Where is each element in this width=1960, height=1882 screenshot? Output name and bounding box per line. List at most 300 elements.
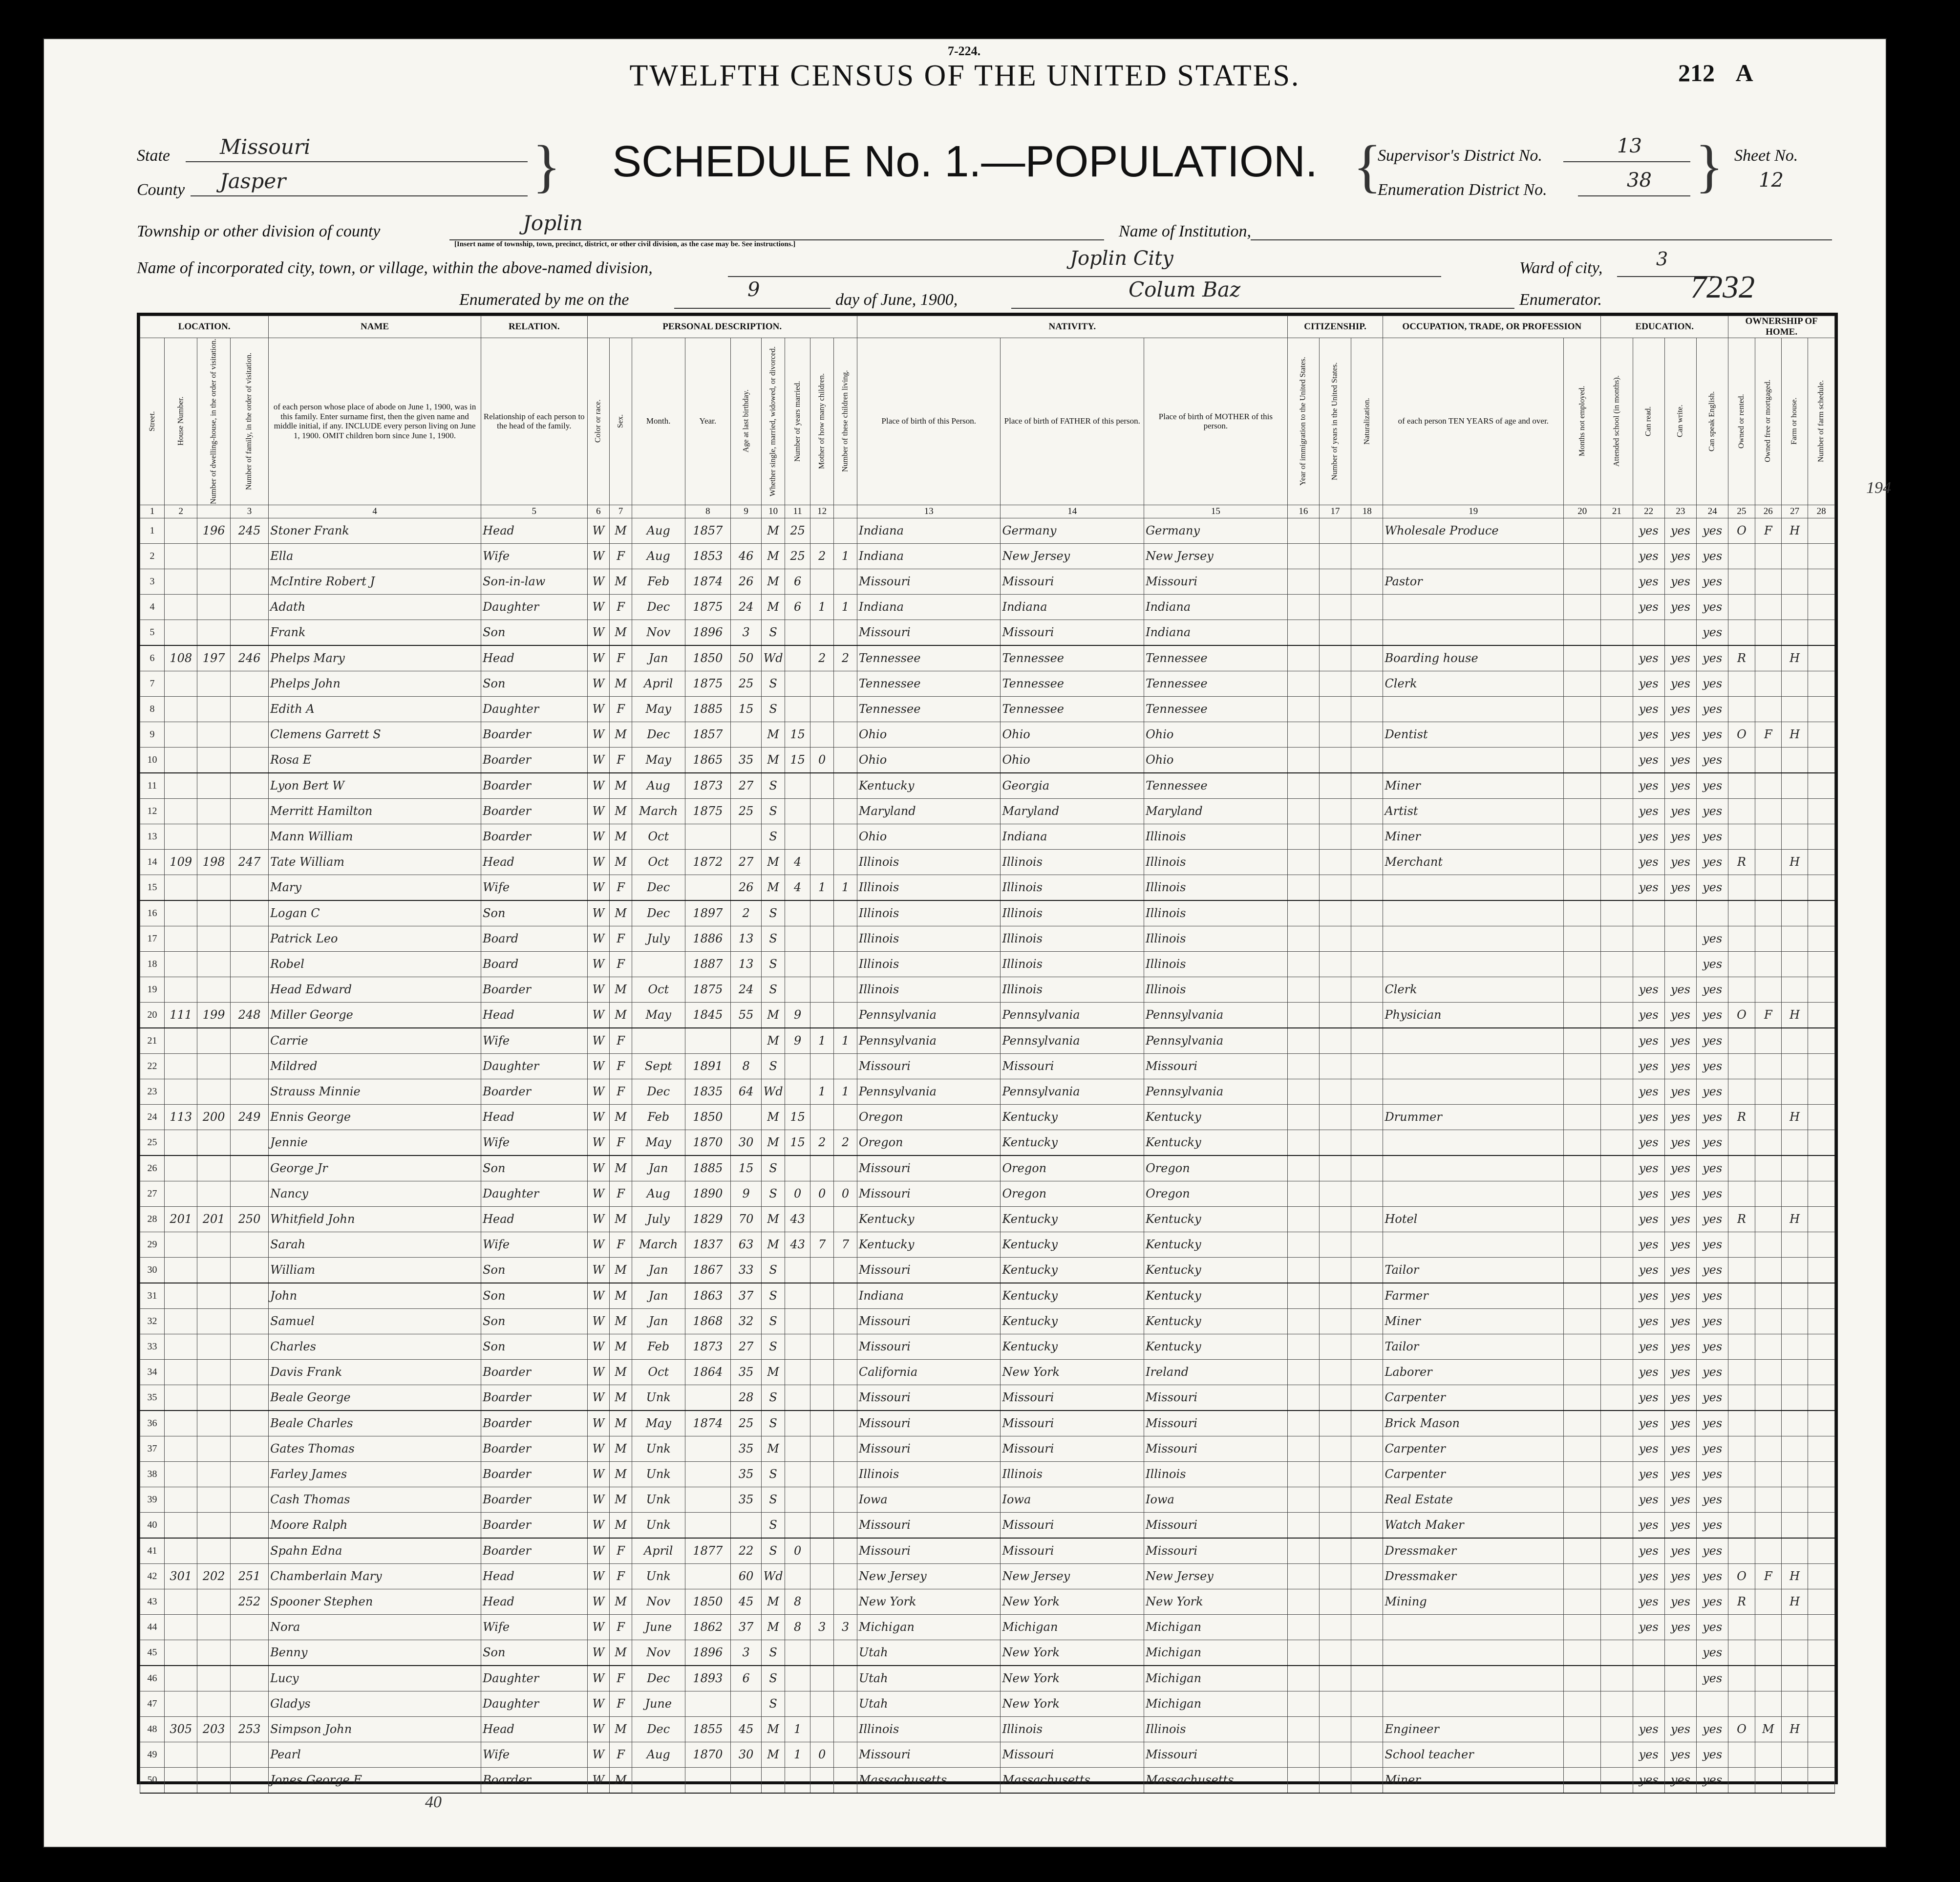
cell-color: W	[587, 977, 610, 1002]
cell-street: 23	[140, 1079, 165, 1104]
cell-house	[165, 900, 197, 926]
cell-yrs	[1319, 1283, 1351, 1309]
sheet-mark	[1678, 59, 1753, 87]
cell-nat	[1351, 1283, 1383, 1309]
cell-color: W	[587, 594, 610, 620]
cell-school	[1601, 1563, 1633, 1589]
cell-mother	[810, 849, 834, 875]
cell-free	[1755, 1206, 1781, 1232]
cell-month: April	[632, 1538, 685, 1564]
cell-school	[1601, 1589, 1633, 1614]
cell-mother	[810, 798, 834, 824]
cell-pob_m: Kentucky	[1144, 1308, 1288, 1334]
cell-farm	[1781, 1359, 1808, 1385]
cell-yrs	[1319, 1461, 1351, 1487]
table-row	[140, 1028, 1835, 1054]
cell-school	[1601, 1053, 1633, 1079]
cell-yrs	[1319, 875, 1351, 900]
cell-house	[165, 1053, 197, 1079]
cell-ym	[785, 824, 810, 849]
cell-marital: M	[762, 1232, 785, 1257]
cell-farm	[1781, 900, 1808, 926]
cell-marital: S	[762, 1181, 785, 1206]
cell-sex: M	[610, 569, 632, 594]
table-row	[140, 696, 1835, 722]
cell-name: Moore Ralph	[269, 1512, 481, 1538]
cell-relation: Head	[481, 1563, 587, 1589]
cell-street: 21	[140, 1028, 165, 1054]
cell-living	[834, 620, 857, 645]
cell-sex: F	[610, 696, 632, 722]
cell-sex: M	[610, 1461, 632, 1487]
table-body	[140, 518, 1835, 1793]
cell-occ: Clerk	[1383, 671, 1564, 696]
cell-family	[230, 722, 268, 747]
cell-house	[165, 1666, 197, 1691]
cell-farm	[1781, 1053, 1808, 1079]
cell-ym	[785, 645, 810, 671]
cell-yrs	[1319, 1155, 1351, 1181]
cell-color: W	[587, 1181, 610, 1206]
cell-family	[230, 671, 268, 696]
cell-sex: M	[610, 1436, 632, 1461]
cell-relation: Boarder	[481, 1767, 587, 1793]
cell-name: Mary	[269, 875, 481, 900]
cell-living	[834, 1308, 857, 1334]
cell-immig	[1287, 594, 1319, 620]
cell-marital: S	[762, 1640, 785, 1666]
cell-yrs	[1319, 1589, 1351, 1614]
cell-street: 50	[140, 1767, 165, 1793]
cell-ym	[785, 1411, 810, 1436]
cell-unemp	[1564, 696, 1601, 722]
cell-relation: Son	[481, 900, 587, 926]
cell-sex: M	[610, 1155, 632, 1181]
cell-pob_f: Illinois	[1001, 875, 1144, 900]
cell-speak	[1696, 900, 1728, 926]
cell-relation: Head	[481, 1104, 587, 1130]
header-can-speak-english: Can speak English.	[1696, 338, 1728, 505]
cell-yrs	[1319, 951, 1351, 977]
column-number: 12	[810, 505, 834, 518]
cell-ym	[785, 620, 810, 645]
cell-yrs	[1319, 900, 1351, 926]
cell-marital: S	[762, 977, 785, 1002]
cell-dwelling	[197, 951, 230, 977]
cell-read: yes	[1633, 518, 1664, 543]
cell-pob: Kentucky	[857, 773, 1001, 799]
cell-mother	[810, 824, 834, 849]
cell-unemp	[1564, 1155, 1601, 1181]
cell-color: W	[587, 1053, 610, 1079]
cell-name: Lyon Bert W	[269, 773, 481, 799]
cell-year	[685, 1487, 731, 1512]
cell-immig	[1287, 824, 1319, 849]
column-number: 5	[481, 505, 587, 518]
cell-speak: yes	[1696, 620, 1728, 645]
cell-mother: 1	[810, 875, 834, 900]
cell-family	[230, 1742, 268, 1767]
header-age: Age at last birthday.	[731, 338, 762, 505]
cell-read: yes	[1633, 1461, 1664, 1487]
cell-dwelling	[197, 773, 230, 799]
cell-free	[1755, 1232, 1781, 1257]
cell-month: May	[632, 696, 685, 722]
cell-year: 1885	[685, 696, 731, 722]
cell-house	[165, 1512, 197, 1538]
cell-relation: Son	[481, 1155, 587, 1181]
cell-school	[1601, 1079, 1633, 1104]
cell-ym: 9	[785, 1002, 810, 1028]
cell-family: 253	[230, 1716, 268, 1742]
table-row	[140, 824, 1835, 849]
cell-pob: Utah	[857, 1666, 1001, 1691]
cell-marital: M	[762, 569, 785, 594]
cell-speak: yes	[1696, 1742, 1728, 1767]
cell-nat	[1351, 1053, 1383, 1079]
cell-dwelling: 202	[197, 1563, 230, 1589]
cell-pob: Illinois	[857, 900, 1001, 926]
cell-immig	[1287, 543, 1319, 569]
table-row	[140, 926, 1835, 951]
cell-school	[1601, 1257, 1633, 1283]
cell-own	[1728, 1308, 1755, 1334]
cell-mother	[810, 722, 834, 747]
cell-sex: M	[610, 1589, 632, 1614]
cell-immig	[1287, 900, 1319, 926]
cell-street: 35	[140, 1385, 165, 1411]
enumerated-date-text: day of June, 1900,	[835, 291, 958, 309]
cell-street: 40	[140, 1512, 165, 1538]
cell-sched	[1808, 1436, 1835, 1461]
cell-immig	[1287, 1181, 1319, 1206]
cell-mother	[810, 518, 834, 543]
cell-marital: M	[762, 1206, 785, 1232]
cell-relation: Son	[481, 1283, 587, 1309]
column-number	[632, 505, 685, 518]
cell-yrs	[1319, 1232, 1351, 1257]
cell-write: yes	[1664, 1563, 1696, 1589]
cell-farm	[1781, 569, 1808, 594]
cell-color: W	[587, 1079, 610, 1104]
cell-immig	[1287, 1079, 1319, 1104]
cell-pob: Pennsylvania	[857, 1002, 1001, 1028]
cell-house	[165, 1257, 197, 1283]
cell-marital: S	[762, 1257, 785, 1283]
cell-school	[1601, 1334, 1633, 1359]
cell-marital: S	[762, 1283, 785, 1309]
cell-occ: Wholesale Produce	[1383, 518, 1564, 543]
group-relation: RELATION.	[481, 316, 587, 338]
cell-pob_f: Missouri	[1001, 1512, 1144, 1538]
cell-read: yes	[1633, 849, 1664, 875]
cell-month: July	[632, 1206, 685, 1232]
cell-month: Dec	[632, 1666, 685, 1691]
cell-living	[834, 849, 857, 875]
cell-write	[1664, 1666, 1696, 1691]
cell-name: Mann William	[269, 824, 481, 849]
cell-farm	[1781, 1155, 1808, 1181]
cell-street: 26	[140, 1155, 165, 1181]
cell-read: yes	[1633, 875, 1664, 900]
cell-marital: S	[762, 798, 785, 824]
cell-own	[1728, 1359, 1755, 1385]
cell-dwelling	[197, 1053, 230, 1079]
cell-write: yes	[1664, 1028, 1696, 1054]
cell-yrs	[1319, 620, 1351, 645]
cell-sex: F	[610, 926, 632, 951]
cell-pob_m: Kentucky	[1144, 1104, 1288, 1130]
cell-ym	[785, 1436, 810, 1461]
cell-own	[1728, 951, 1755, 977]
cell-read: yes	[1633, 1002, 1664, 1028]
cell-age: 27	[731, 773, 762, 799]
cell-family	[230, 1666, 268, 1691]
cell-yrs	[1319, 926, 1351, 951]
cell-immig	[1287, 1461, 1319, 1487]
cell-marital: M	[762, 1436, 785, 1461]
cell-farm: H	[1781, 518, 1808, 543]
cell-pob_f: Pennsylvania	[1001, 1002, 1144, 1028]
cell-marital: M	[762, 1130, 785, 1155]
cell-marital: S	[762, 1155, 785, 1181]
cell-month: Feb	[632, 1334, 685, 1359]
cell-immig	[1287, 620, 1319, 645]
cell-pob_m: Tennessee	[1144, 671, 1288, 696]
cell-own	[1728, 926, 1755, 951]
column-number: 7	[610, 505, 632, 518]
cell-own	[1728, 1385, 1755, 1411]
schedule-title: SCHEDULE No. 1.—POPULATION.	[612, 137, 1318, 186]
column-number: 14	[1001, 505, 1144, 518]
cell-pob: Pennsylvania	[857, 1028, 1001, 1054]
cell-immig	[1287, 1002, 1319, 1028]
cell-sched	[1808, 1181, 1835, 1206]
cell-family	[230, 569, 268, 594]
cell-nat	[1351, 798, 1383, 824]
cell-school	[1601, 1512, 1633, 1538]
cell-free	[1755, 696, 1781, 722]
cell-immig	[1287, 747, 1319, 773]
table-row	[140, 1487, 1835, 1512]
cell-pob_f: Missouri	[1001, 1053, 1144, 1079]
cell-nat	[1351, 824, 1383, 849]
cell-pob_f: Missouri	[1001, 1742, 1144, 1767]
cell-living	[834, 824, 857, 849]
cell-mother: 0	[810, 1181, 834, 1206]
cell-pob: Missouri	[857, 1181, 1001, 1206]
cell-own	[1728, 1461, 1755, 1487]
cell-pob_m: Pennsylvania	[1144, 1079, 1288, 1104]
header-farm-house: Farm or house.	[1781, 338, 1808, 505]
cell-school	[1601, 1640, 1633, 1666]
group-personal-description: PERSONAL DESCRIPTION.	[587, 316, 857, 338]
cell-year: 1835	[685, 1079, 731, 1104]
cell-mother	[810, 1716, 834, 1742]
cell-immig	[1287, 1691, 1319, 1716]
cell-dwelling	[197, 1181, 230, 1206]
cell-pob: Tennessee	[857, 645, 1001, 671]
cell-house: 301	[165, 1563, 197, 1589]
cell-month: Jan	[632, 1308, 685, 1334]
cell-color: W	[587, 747, 610, 773]
cell-month: Feb	[632, 1104, 685, 1130]
cell-living: 1	[834, 875, 857, 900]
cell-ym	[785, 1079, 810, 1104]
cell-sched	[1808, 1538, 1835, 1564]
cell-school	[1601, 798, 1633, 824]
cell-unemp	[1564, 1614, 1601, 1640]
cell-pob_m: Illinois	[1144, 875, 1288, 900]
cell-month: Nov	[632, 620, 685, 645]
cell-name: Lucy	[269, 1666, 481, 1691]
cell-mother	[810, 1411, 834, 1436]
cell-school	[1601, 900, 1633, 926]
cell-family	[230, 747, 268, 773]
cell-color: W	[587, 1716, 610, 1742]
cell-ym	[785, 951, 810, 977]
cell-own	[1728, 1053, 1755, 1079]
cell-nat	[1351, 543, 1383, 569]
table-row	[140, 1232, 1835, 1257]
cell-street: 4	[140, 594, 165, 620]
cell-read: yes	[1633, 569, 1664, 594]
cell-speak: yes	[1696, 1206, 1728, 1232]
cell-color: W	[587, 1436, 610, 1461]
cell-free	[1755, 1104, 1781, 1130]
cell-house	[165, 569, 197, 594]
cell-house	[165, 1411, 197, 1436]
cell-name: Charles	[269, 1334, 481, 1359]
cell-occ: Engineer	[1383, 1716, 1564, 1742]
cell-write: yes	[1664, 1359, 1696, 1385]
cell-age: 35	[731, 1487, 762, 1512]
cell-living	[834, 696, 857, 722]
city-label: Name of incorporated city, town, or village, within the above-named division,	[137, 259, 653, 277]
cell-unemp	[1564, 620, 1601, 645]
cell-ym: 9	[785, 1028, 810, 1054]
cell-own	[1728, 620, 1755, 645]
cell-pob: Missouri	[857, 1308, 1001, 1334]
cell-marital: S	[762, 951, 785, 977]
cell-year: 1875	[685, 671, 731, 696]
cell-free	[1755, 594, 1781, 620]
city-value: Joplin City	[1070, 247, 1173, 270]
cell-pob: Missouri	[857, 569, 1001, 594]
cell-name: Clemens Garrett S	[269, 722, 481, 747]
cell-read: yes	[1633, 1538, 1664, 1564]
cell-name: Pearl	[269, 1742, 481, 1767]
header-month: Month.	[632, 338, 685, 505]
cell-yrs	[1319, 1640, 1351, 1666]
cell-sex: F	[610, 1538, 632, 1564]
cell-mother	[810, 1640, 834, 1666]
cell-read: yes	[1633, 1308, 1664, 1334]
cell-year: 1873	[685, 773, 731, 799]
cell-mother	[810, 773, 834, 799]
cell-unemp	[1564, 900, 1601, 926]
cell-street: 24	[140, 1104, 165, 1130]
cell-living	[834, 1257, 857, 1283]
cell-sched	[1808, 1487, 1835, 1512]
cell-age: 28	[731, 1385, 762, 1411]
cell-family	[230, 620, 268, 645]
cell-relation: Wife	[481, 1742, 587, 1767]
cell-age: 24	[731, 594, 762, 620]
cell-sex: M	[610, 1487, 632, 1512]
header-can-read: Can read.	[1633, 338, 1664, 505]
cell-street: 43	[140, 1589, 165, 1614]
cell-family: 250	[230, 1206, 268, 1232]
cell-year	[685, 1563, 731, 1589]
cell-pob: Ohio	[857, 824, 1001, 849]
cell-immig	[1287, 1359, 1319, 1385]
cell-write: yes	[1664, 1232, 1696, 1257]
cell-farm: H	[1781, 1716, 1808, 1742]
cell-month: Dec	[632, 594, 685, 620]
cell-dwelling: 197	[197, 645, 230, 671]
cell-own	[1728, 1079, 1755, 1104]
cell-mother: 7	[810, 1232, 834, 1257]
header-children-living: Number of these children living.	[834, 338, 857, 505]
cell-relation: Daughter	[481, 1691, 587, 1716]
cell-own	[1728, 798, 1755, 824]
cell-dwelling	[197, 569, 230, 594]
cell-speak: yes	[1696, 1411, 1728, 1436]
cell-pob_m: Illinois	[1144, 1461, 1288, 1487]
cell-ym	[785, 1487, 810, 1512]
cell-sex: F	[610, 747, 632, 773]
cell-nat	[1351, 926, 1383, 951]
cell-living: 3	[834, 1614, 857, 1640]
cell-dwelling	[197, 1155, 230, 1181]
cell-pob: Kentucky	[857, 1232, 1001, 1257]
cell-yrs	[1319, 518, 1351, 543]
cell-write: yes	[1664, 1206, 1696, 1232]
cell-read: yes	[1633, 1257, 1664, 1283]
cell-living	[834, 1283, 857, 1309]
cell-dwelling: 199	[197, 1002, 230, 1028]
column-number: 20	[1564, 505, 1601, 518]
cell-color: W	[587, 1232, 610, 1257]
cell-color: W	[587, 1028, 610, 1054]
cell-pob_m: Indiana	[1144, 594, 1288, 620]
township-note: [Insert name of township, town, precinct, district, or other civil division, as the case may be. See instructions.]	[454, 240, 796, 248]
cell-immig	[1287, 1742, 1319, 1767]
table-row	[140, 773, 1835, 799]
cell-pob_f: New York	[1001, 1589, 1144, 1614]
cell-month: Unk	[632, 1461, 685, 1487]
cell-occ: Carpenter	[1383, 1461, 1564, 1487]
cell-immig	[1287, 1436, 1319, 1461]
cell-street: 27	[140, 1181, 165, 1206]
cell-pob_m: Michigan	[1144, 1614, 1288, 1640]
cell-year: 1885	[685, 1155, 731, 1181]
column-number	[834, 505, 857, 518]
cell-pob: Missouri	[857, 1257, 1001, 1283]
cell-read	[1633, 1691, 1664, 1716]
cell-school	[1601, 1206, 1633, 1232]
cell-marital: S	[762, 1666, 785, 1691]
cell-year	[685, 1461, 731, 1487]
cell-color: W	[587, 875, 610, 900]
cell-living	[834, 747, 857, 773]
cell-house	[165, 1385, 197, 1411]
cell-pob_f: Pennsylvania	[1001, 1079, 1144, 1104]
cell-house	[165, 1155, 197, 1181]
cell-marital: S	[762, 1053, 785, 1079]
cell-relation: Boarder	[481, 1538, 587, 1564]
